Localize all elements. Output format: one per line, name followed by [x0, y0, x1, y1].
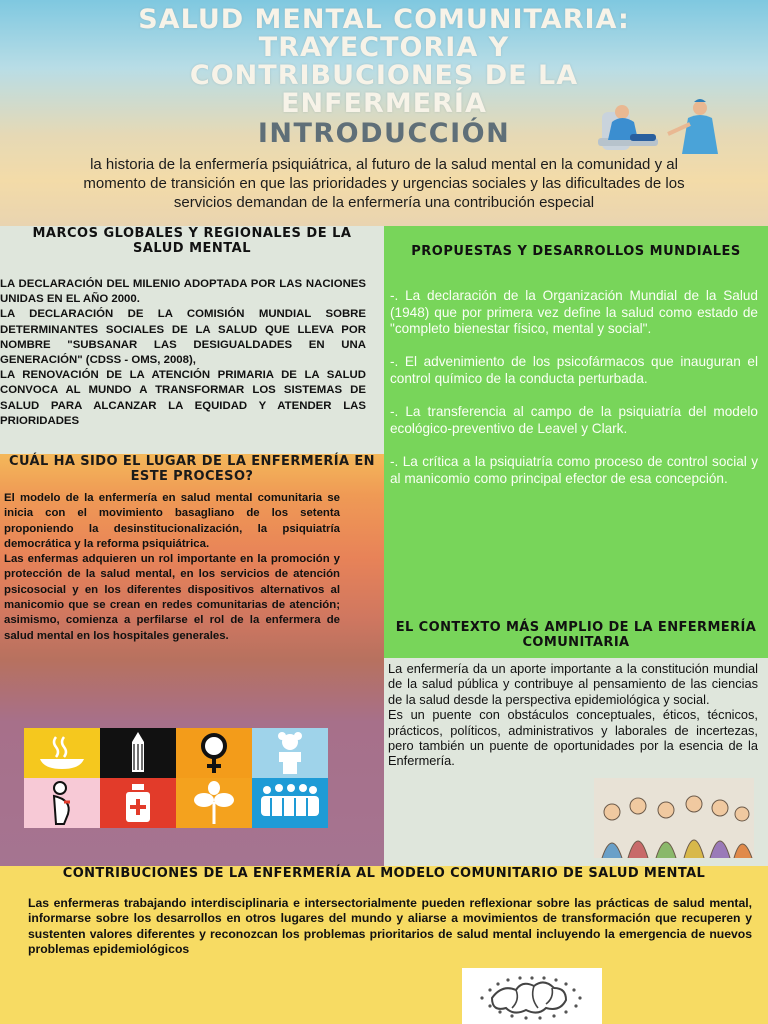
title-line-1: SALUD MENTAL COMUNITARIA: — [138, 4, 630, 35]
intro-heading: INTRODUCCIÓN — [257, 118, 511, 149]
paragraph: Es un puente con obstáculos conceptuales, éticos, técnicos, prácticos, políticos, administrativos y laborales de incertezas, pero también un puente de oportunidades por la esencia de la Enfermería. — [388, 707, 758, 769]
list-item: LA RENOVACIÓN DE LA ATENCIÓN PRIMARIA DE LA SALUD CONVOCA AL MUNDO A TRANSFORMAR LOS SISTEMAS DE SALUD PARA ALCANZAR LA EQUIDAD Y ATENDER LAS PRIORIDADES — [0, 369, 366, 427]
child-icon — [252, 728, 328, 778]
title-line-3: CONTRIBUCIONES DE LA — [189, 60, 579, 91]
proposals-text — [390, 288, 758, 504]
pencil-icon — [100, 728, 176, 778]
food-bowl-icon — [24, 728, 100, 778]
context-title: EL CONTEXTO MÁS AMPLIO DE LA ENFERMERÍA COMUNITARIA — [395, 620, 757, 650]
community-group-illustration — [594, 778, 754, 858]
title-line-4: ENFERMERÍA — [281, 88, 487, 119]
paragraph: La enfermería da un aporte importante a la constitución mundial de la salud pública y contribuye al pensamiento de las ciencias de la salud desde la perspectiva epidemiológica y social. — [388, 661, 758, 707]
nursing-role-text — [4, 491, 340, 644]
paragraph: -. El advenimiento de los psicofármacos que inauguran el control químico de la conducta perturbada. — [390, 354, 758, 386]
list-item: LA DECLARACIÓN DEL MILENIO ADOPTADA POR LAS NACIONES UNIDAS EN EL AÑO 2000. — [0, 278, 366, 306]
nursing-role-title: CUÁL HA SIDO EL LUGAR DE LA ENFERMERÍA EN ESTE PROCESO? — [9, 454, 375, 484]
pregnant-woman-icon — [24, 778, 100, 828]
contributions-title: CONTRIBUCIONES DE LA ENFERMERÍA AL MODELO COMUNITARIO DE SALUD MENTAL — [62, 866, 706, 881]
paragraph: -. La declaración de la Organización Mundial de la Salud (1948) que por primera vez define la salud como estado de "completo bienestar físico, mental y social". — [390, 288, 758, 337]
paragraph: Las enfermeras trabajando interdisciplinaria e intersectorialmente pueden reflexionar sobre las prácticas de salud mental, informarse sobre los desarrollos en otros lugares del mundo y aliarse a movimientos de transformación que recuperen y sustenten valores diferentes y reconozcan los problemas prioritarios de salud mental incluyendo la emergencia de nuevos problemas epidemiológicos — [28, 896, 752, 957]
title-line-2: TRAYECTORIA Y — [258, 32, 510, 63]
community-people-icon — [252, 778, 328, 828]
brain-crowd-illustration — [462, 968, 602, 1024]
medicine-bottle-icon — [100, 778, 176, 828]
contributions-text — [28, 896, 752, 958]
health-icons-grid — [24, 728, 328, 828]
global-frameworks-list — [0, 277, 366, 429]
plant-sprout-icon — [176, 778, 252, 828]
paragraph: -. La transferencia al campo de la psiquiatría del modelo ecológico-preventivo de Leavel y Clark. — [390, 404, 758, 436]
paragraph: El modelo de la enfermería en salud mental comunitaria se inicia con el movimiento basagliano de los setenta proponiendo la desinstitucionalización, la psiquiatría democrática y la reforma psiquiátrica. — [4, 492, 340, 550]
paragraph: -. La crítica a la psiquiatría como proceso de control social y al manicomio como principal efector de esa concepción. — [390, 453, 758, 486]
intro-text: la historia de la enfermería psiquiátrica, al futuro de la salud mental en la comunidad y al momento de transición en que las prioridades y urgencias sociales y las dificultades de los servicios demandan de la enfermería una contribución especial — [83, 156, 685, 211]
paragraph: Las enfermas adquieren un rol importante en la promoción y protección de la salud mental, en los servicios de atención psicosocial y en los diferentes dispositivos alternativos al manicomio que se crean en redes comunitarias de atención; asimismo, comienza a perfilarse el rol de la enfermera de salud mental en los hospitales generales. — [4, 553, 340, 642]
nurse-patient-illustration — [590, 94, 750, 156]
list-item: LA DECLARACIÓN DE LA COMISIÓN MUNDIAL SOBRE DETERMINANTES SOCIALES DE LA SALUD QUE LLEVA POR NOMBRE "SUBSANAR LAS DESIGUALDADES EN UNA GENERACIÓN" (CDSS - OMS, 2008), — [0, 308, 366, 367]
female-symbol-icon — [176, 728, 252, 778]
context-text — [388, 661, 758, 769]
proposals-title: PROPUESTAS Y DESARROLLOS MUNDIALES — [411, 244, 741, 259]
global-frameworks-title: MARCOS GLOBALES Y REGIONALES DE LA SALUD MENTAL — [32, 226, 352, 256]
